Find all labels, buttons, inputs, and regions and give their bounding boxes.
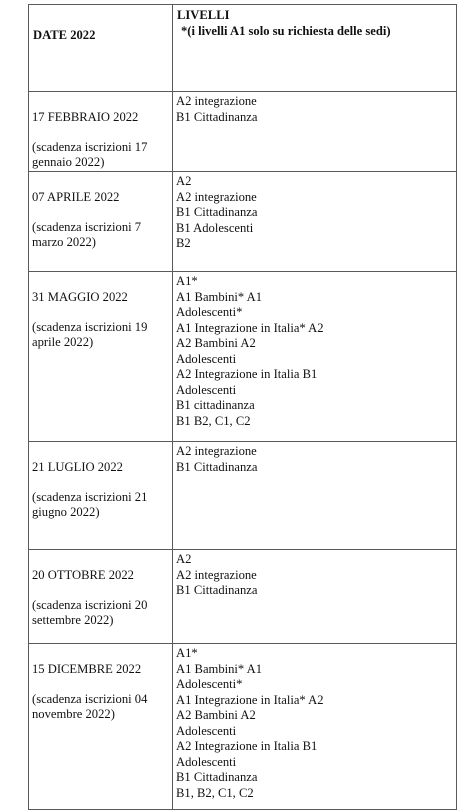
levels-cell <box>173 92 457 172</box>
registration-deadline: (scadenza iscrizioni 21 giugno 2022) <box>32 489 148 519</box>
exam-date: 20 OTTOBRE 2022 <box>32 568 134 582</box>
table-row <box>29 172 457 272</box>
level-item: B1 cittadinanza <box>176 398 255 412</box>
level-item: A2 <box>176 552 192 566</box>
table-row <box>29 550 457 644</box>
exam-date: 17 FEBBRAIO 2022 <box>32 110 139 124</box>
header-levels-label: LIVELLI <box>177 8 230 22</box>
registration-deadline: (scadenza iscrizioni 04 novembre 2022) <box>32 691 148 721</box>
level-item: A2 Integrazione in Italia B1 <box>176 367 318 381</box>
date-cell <box>29 644 173 810</box>
level-item: A2 integrazione <box>176 189 257 204</box>
registration-deadline: (scadenza iscrizioni 20 settembre 2022) <box>32 597 148 627</box>
table-body <box>29 92 457 810</box>
level-item: Adolescenti* <box>176 305 243 319</box>
level-item: B1 Cittadinanza <box>176 109 258 124</box>
level-item: Adolescenti <box>176 754 237 769</box>
exam-date: 21 LUGLIO 2022 <box>32 460 123 474</box>
exam-date: 07 APRILE 2022 <box>32 190 120 204</box>
table-row <box>29 442 457 550</box>
exam-date: 31 MAGGIO 2022 <box>32 290 128 304</box>
level-item: Adolescenti <box>176 723 237 738</box>
header-levels-note: *(i livelli A1 solo su richiesta delle sedi) <box>181 23 391 38</box>
date-cell <box>29 442 173 550</box>
header-levels <box>173 5 457 92</box>
level-item: Adolescenti* <box>176 677 243 691</box>
level-item: A1 Integrazione in Italia* A2 <box>176 692 324 707</box>
levels-cell <box>173 272 457 442</box>
level-item: A1 Bambini* A1 <box>176 661 263 676</box>
table-header-row <box>29 5 457 92</box>
levels-cell <box>173 442 457 550</box>
levels-cell <box>173 644 457 810</box>
level-item: A1 Integrazione in Italia* A2 <box>176 320 324 335</box>
level-item: A2 Integrazione in Italia B1 <box>176 739 318 753</box>
table-row <box>29 644 457 810</box>
date-cell <box>29 550 173 644</box>
exam-date: 15 DICEMBRE 2022 <box>32 662 142 676</box>
header-date <box>29 5 173 92</box>
table-row <box>29 272 457 442</box>
level-item: A2 Bambini A2 <box>176 708 256 722</box>
level-item: B1 Cittadinanza <box>176 205 258 219</box>
level-item: A2 Bambini A2 <box>176 336 256 350</box>
date-cell <box>29 272 173 442</box>
levels-cell <box>173 550 457 644</box>
level-item: A1 Bambini* A1 <box>176 289 263 304</box>
level-item: A1* <box>176 646 198 660</box>
registration-deadline: (scadenza iscrizioni 19 aprile 2022) <box>32 319 148 349</box>
date-cell <box>29 172 173 272</box>
level-item: B1 B2, C1, C2 <box>176 413 251 428</box>
level-item: A2 integrazione <box>176 567 257 582</box>
level-item: B1 Cittadinanza <box>176 583 258 597</box>
exam-dates-table <box>28 4 457 810</box>
level-item: B1, B2, C1, C2 <box>176 785 254 800</box>
level-item: A1* <box>176 274 198 288</box>
level-item: B1 Cittadinanza <box>176 459 258 474</box>
level-item: Adolescenti <box>176 351 237 366</box>
level-item: B2 <box>176 236 191 250</box>
level-item: A2 integrazione <box>176 444 257 458</box>
level-item: A2 integrazione <box>176 94 257 108</box>
level-item: B1 Cittadinanza <box>176 770 258 784</box>
header-date-label: DATE 2022 <box>33 28 96 42</box>
level-item: Adolescenti <box>176 382 237 397</box>
levels-cell <box>173 172 457 272</box>
table-row <box>29 92 457 172</box>
registration-deadline: (scadenza iscrizioni 7 marzo 2022) <box>32 219 142 249</box>
level-item: B1 Adolescenti <box>176 220 254 235</box>
level-item: A2 <box>176 174 192 188</box>
registration-deadline: (scadenza iscrizioni 17 gennaio 2022) <box>32 139 148 169</box>
date-cell <box>29 92 173 172</box>
